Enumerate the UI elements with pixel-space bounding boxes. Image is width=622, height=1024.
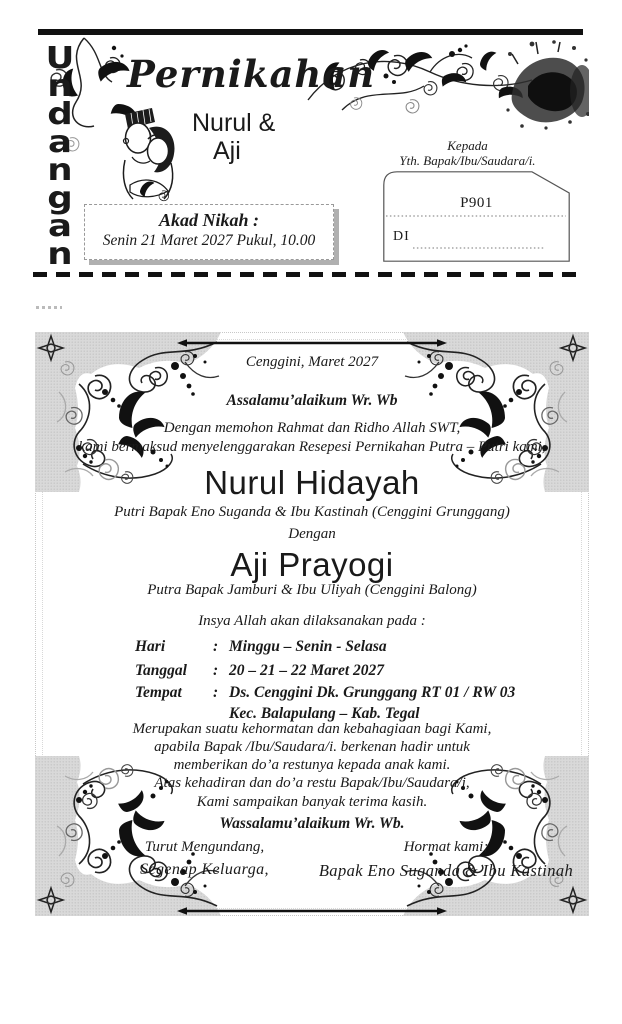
vertical-title-letter: g (47, 179, 73, 216)
signature-right-line1: Hormat kami; (403, 839, 489, 855)
schedule-row-tempat (135, 684, 515, 702)
closing-line: Merupakan suatu kehormatan dan kebahagiaan bagi Kami, (132, 721, 492, 737)
recipient-name-box (383, 171, 570, 262)
groom-parents: Putra Bapak Jamburi & Ibu Uliyah (Cenggini Balong) (147, 582, 477, 598)
opening-salam: Assalamu’alaikum Wr. Wb (226, 392, 398, 409)
closing-line: apabila Bapak /Ibu/Saudara/i. berkenan hadir untuk (154, 739, 470, 755)
signature-left-line2: Segenap Keluarga, (140, 861, 269, 878)
invitation-code: P901 (460, 195, 493, 211)
schedule-label: Hari (135, 638, 166, 655)
page-title-pernikahan: Pernikahan (127, 52, 376, 96)
schedule-colon: : (213, 638, 219, 655)
akad-nikah-schedule: Senin 21 Maret 2027 Pukul, 10.00 (102, 232, 316, 249)
di-label: DI (393, 229, 410, 244)
akad-nikah-title: Akad Nikah : (158, 210, 259, 230)
vertical-title-undangan (38, 39, 82, 272)
intro-line-2: kami bermaksud menyelenggarakan Resepesi Pernikahan Putra – Putri kami, (78, 439, 546, 455)
closing-salam: Wassalamu’alaikum Wr. Wb. (219, 815, 405, 832)
vertical-title-letter: n (47, 235, 73, 272)
closing-line: Atas kehadiran dan do’a restu Bapak/Ibu/Saudara/i, (154, 775, 470, 791)
vertical-title-letter: a (47, 207, 73, 244)
signature-right-line2: Bapak Eno Suganda & Ibu Kastinah (318, 861, 574, 880)
schedule-intro: Insya Allah akan dilaksanakan pada : (198, 613, 426, 629)
bride-parents: Putri Bapak Eno Suganda & Ibu Kastinah (Cenggini Grunggang) (114, 504, 510, 520)
arrow-divider-top (174, 337, 450, 349)
schedule-value: Minggu – Senin - Selasa (229, 638, 387, 655)
couple-name-line2: Aji (213, 137, 241, 165)
recipient-kepada-label: Kepada (447, 138, 488, 153)
dashed-cut-line (33, 272, 584, 277)
recipient-block (360, 138, 575, 168)
vertical-title-letter: n (47, 151, 73, 188)
couple-name-line1: Nurul & (192, 109, 276, 137)
vertical-title-letter: n (47, 67, 73, 104)
closing-line: memberikan do’a restunya kepada anak kami. (173, 757, 451, 773)
recipient-yth-line: Yth. Bapak/Ibu/Saudara/i. (399, 153, 536, 168)
groom-name: Aji Prayogi (230, 546, 394, 583)
connector-dengan: Dengan (288, 526, 336, 542)
schedule-row-hari (135, 638, 387, 656)
fold-mark (36, 306, 62, 309)
bride-name: Nurul Hidayah (204, 464, 420, 501)
schedule-value: 20 – 21 – 22 Maret 2027 (229, 662, 384, 679)
invitation-card (35, 332, 589, 916)
recipient-box-outline (383, 171, 570, 262)
schedule-colon: : (213, 662, 219, 679)
dateline: Cenggini, Maret 2027 (245, 354, 379, 370)
schedule-label: Tempat (135, 684, 182, 701)
signature-left-line1: Turut Mengundang, (144, 839, 265, 855)
schedule-value: Ds. Cenggini Dk. Grunggang RT 01 / RW 03 (229, 684, 516, 701)
intro-line-1: Dengan memohon Rahmat dan Ridho Allah SWT, (163, 420, 461, 436)
schedule-colon: : (213, 684, 219, 701)
couple-illustration (102, 97, 194, 203)
schedule-value-line2: Kec. Balapulang – Kab. Tegal (229, 705, 420, 722)
arrow-divider-bottom (174, 905, 450, 917)
akad-nikah-box (84, 204, 334, 260)
vertical-title-letter: a (47, 123, 73, 160)
schedule-label: Tanggal (135, 662, 187, 679)
schedule-row-tanggal (135, 662, 384, 680)
vertical-title-letter: U (45, 39, 75, 76)
vertical-title-letter: d (47, 95, 73, 132)
closing-line: Kami sampaikan banyak terima kasih. (196, 794, 428, 810)
